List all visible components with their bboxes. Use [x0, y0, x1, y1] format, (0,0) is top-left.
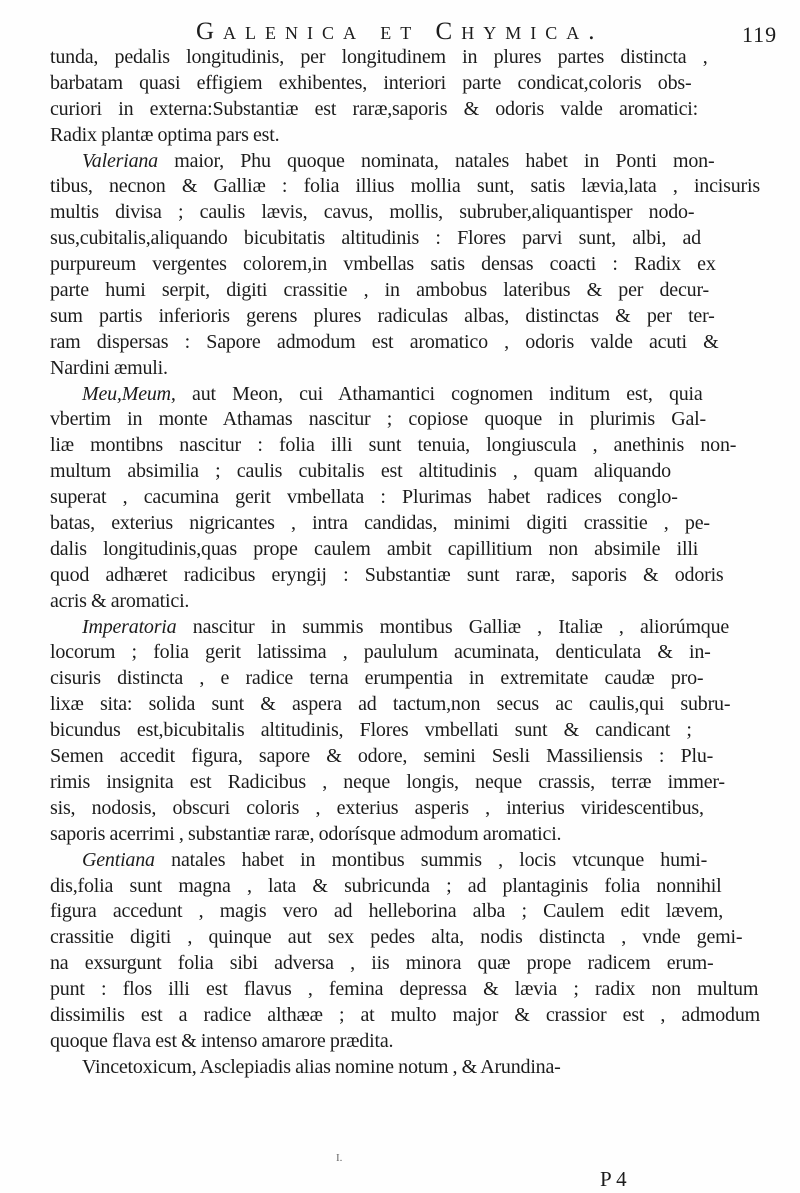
line-text: Vincetoxicum, Asclepiadis alias nomine notum , & Arundina-: [82, 1055, 561, 1078]
text-line: [0, 356, 800, 382]
text-line: [0, 925, 800, 951]
line-text: crassitie digiti , quinque aut sex pedes alta, nodis distincta , vnde gemi-: [50, 926, 743, 949]
text-line: [0, 796, 800, 822]
text-line: [0, 485, 800, 511]
plant-name: Meu,Meum,: [82, 382, 176, 405]
line-text: quoque flava est & intenso amarore prædita.: [50, 1029, 394, 1052]
line-text: batas, exterius nigricantes , intra candidas, minimi digiti crassitie , pe-: [50, 512, 710, 535]
text-line: [0, 433, 800, 459]
text-line: [0, 563, 800, 589]
line-text: lixæ sita: solida sunt & aspera ad tactum,non secus ac caulis,qui subru-: [50, 693, 731, 716]
line-text: multum absimilia ; caulis cubitalis est altitudinis , quam aliquando: [50, 460, 671, 483]
line-text: Radix plantæ optima pars est.: [50, 123, 280, 146]
text-line: [0, 200, 800, 226]
line-text: purpureum vergentes colorem,in vmbellas satis densas coacti : Radix ex: [50, 253, 716, 276]
text-line: [0, 718, 800, 744]
plant-name: Valeriana: [82, 149, 158, 172]
page-number: 119: [742, 22, 778, 47]
line-text: tunda, pedalis longitudinis, per longitudinem in plures partes distincta ,: [50, 46, 708, 68]
line-text: figura accedunt , magis vero ad helleborina alba ; Caulem edit lævem,: [50, 900, 724, 923]
line-text: aut Meon, cui Athamantici cognomen inditum est, quia: [175, 382, 703, 405]
line-text: natales habet in montibus summis , locis vtcunque humi-: [154, 848, 708, 871]
paragraph-first-line: [0, 848, 800, 874]
line-text: curiori in externa:Substantiæ est raræ,saporis & odoris valde aromatici:: [50, 97, 699, 120]
line-text: parte humi serpit, digiti crassitie , in ambobus lateribus & per decur-: [50, 279, 709, 302]
text-line: [0, 278, 800, 304]
line-text: dis,folia sunt magna , lata & subricunda ; ad plantaginis folia nonnihil: [50, 874, 722, 897]
text-line: [0, 951, 800, 977]
line-text: sus,cubitalis,aliquando bicubitatis altitudinis : Flores parvi sunt, albi, ad: [50, 227, 701, 250]
text-block: [0, 45, 800, 1081]
line-text: superat , cacumina gerit vmbellata : Plurimas habet radices conglo-: [50, 486, 678, 509]
text-line: [0, 459, 800, 485]
line-text: nascitur in summis montibus Galliæ , Italiæ , aliorúmque: [176, 615, 730, 638]
line-text: na exsurgunt folia sibi adversa , iis minora quæ prope radicem erum-: [50, 952, 714, 975]
text-line: [0, 226, 800, 252]
line-text: multis divisa ; caulis lævis, cavus, mollis, subruber,aliquantisper nodo-: [50, 201, 695, 224]
plant-name: Gentiana: [82, 848, 155, 871]
line-text: dissimilis est a radice althææ ; at multo major & crassior est , admodum: [50, 1003, 760, 1026]
signature-mark: P 4: [600, 1167, 627, 1191]
line-text: bicundus est,bicubitalis altitudinis, Flores vmbellati sunt & candicant ;: [50, 719, 692, 742]
line-text: Nardini æmuli.: [50, 356, 168, 379]
text-line: [0, 97, 800, 123]
text-line: [0, 71, 800, 97]
text-line: [0, 874, 800, 900]
line-text: dalis longitudinis,quas prope caulem ambit capillitium non absimile illi: [50, 537, 699, 560]
line-text: liæ montibns nascitur : folia illi sunt tenuia, longiuscula , anethinis non-: [50, 434, 737, 457]
text-line: [0, 692, 800, 718]
line-text: quod adhæret radicibus eryngij : Substantiæ sunt raræ, saporis & odoris: [50, 563, 724, 586]
text-line: [0, 899, 800, 925]
text-line: [0, 770, 800, 796]
line-text: ram dispersas : Sapore admodum est aromatico , odoris valde acuti &: [50, 330, 719, 353]
line-text: barbatam quasi effigiem exhibentes, interiori parte condicat,coloris obs-: [50, 71, 692, 94]
line-text: vbertim in monte Athamas nascitur ; copiose quoque in plurimis Gal-: [50, 408, 706, 431]
text-line: [0, 45, 800, 71]
text-line: [0, 123, 800, 149]
line-text: rimis insignita est Radicibus , neque longis, neque crassis, terræ immer-: [50, 770, 725, 793]
text-line: [0, 744, 800, 770]
text-line: [0, 304, 800, 330]
text-line: [0, 330, 800, 356]
line-text: Semen accedit figura, sapore & odore, semini Sesli Massiliensis : Plu-: [50, 745, 714, 768]
line-text: punt : flos illi est flavus , femina depressa & lævia ; radix non multum: [50, 978, 759, 1001]
text-line: [0, 589, 800, 615]
paragraph-first-line: [0, 382, 800, 408]
text-line: [0, 640, 800, 666]
text-line: [0, 252, 800, 278]
line-text: locorum ; folia gerit latissima , paululum acuminata, denticulata & in-: [50, 641, 711, 664]
text-line: [0, 1029, 800, 1055]
paragraph-first-line: [0, 1055, 800, 1081]
text-line: [0, 537, 800, 563]
line-text: tibus, necnon & Galliæ : folia illius mollia sunt, satis lævia,lata , incisuris: [50, 175, 760, 198]
text-line: [0, 666, 800, 692]
line-text: acris & aromatici.: [50, 589, 190, 612]
text-line: [0, 407, 800, 433]
text-line: [0, 1003, 800, 1029]
text-line: [0, 511, 800, 537]
paragraph-first-line: [0, 615, 800, 641]
paragraph-first-line: [0, 149, 800, 175]
line-text: sis, nodosis, obscuri coloris , exterius asperis , interius viridescentibus,: [50, 796, 704, 819]
margin-mark: I.: [336, 1152, 343, 1164]
line-text: maior, Phu quoque nominata, natales habet in Ponti mon-: [157, 149, 715, 172]
plant-name: Imperatoria: [82, 615, 177, 638]
line-text: cisuris distincta , e radice terna erumpentia in extremitate caudæ pro-: [50, 667, 704, 690]
text-line: [0, 174, 800, 200]
line-text: saporis acerrimi , substantiæ raræ, odorísque admodum aromatici.: [50, 822, 562, 845]
text-line: [0, 822, 800, 848]
line-text: sum partis inferioris gerens plures radiculas albas, distinctas & per ter-: [50, 304, 715, 327]
text-line: [0, 977, 800, 1003]
running-title: Galenica et Chymica.: [196, 18, 604, 45]
